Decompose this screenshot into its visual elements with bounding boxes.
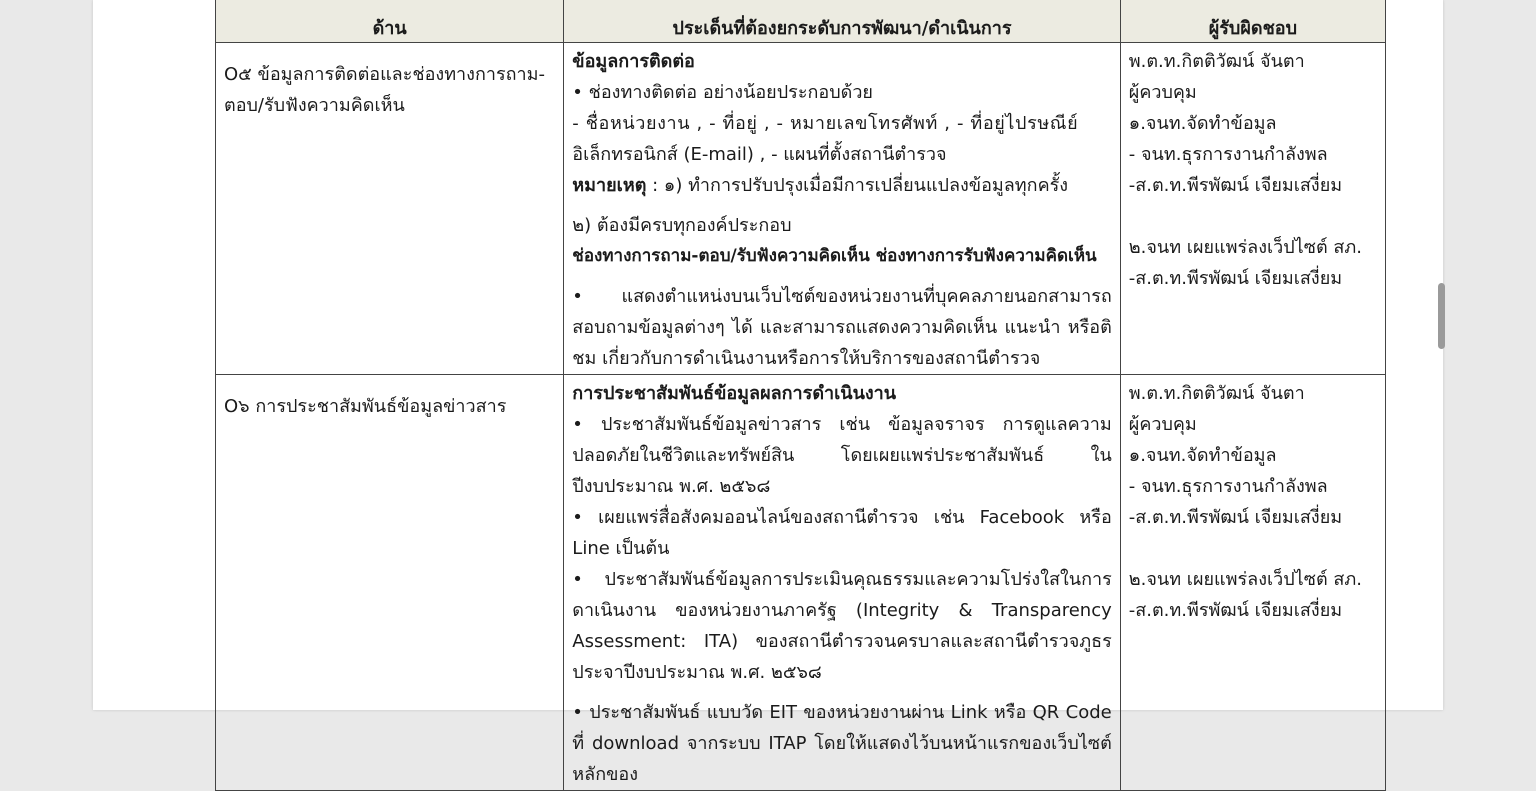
header-issues: ประเด็นที่ต้องยกระดับการพัฒนา/ดำเนินการ — [564, 0, 1120, 43]
note-text: : ๑) ทำการปรับปรุงเมื่อมีการเปลี่ยนแปลงข้อมูลทุกครั้ง — [646, 175, 1069, 196]
detail-line: ๒) ต้องมีครบทุกองค์ประกอบ — [572, 215, 792, 236]
section-heading: ข้อมูลการติดต่อ — [572, 51, 695, 72]
responsible-line: ผู้ควบคุม — [1128, 82, 1197, 103]
vertical-scrollbar-thumb[interactable] — [1438, 283, 1445, 349]
header-responsible: ผู้รับผิดชอบ — [1120, 0, 1385, 43]
topic-line: O๖ การประชาสัมพันธ์ข้อมูลข่าวสาร — [224, 396, 507, 417]
section-heading: ช่องทางการถาม-ตอบ/รับฟังความคิดเห็น ช่องทางการรับฟังความคิดเห็น — [572, 246, 1097, 266]
document-page — [93, 0, 1443, 785]
responsible-line: -ส.ต.ท.พีรพัฒน์ เจียมเสงี่ยม — [1128, 507, 1343, 528]
detail-cell — [564, 375, 1120, 791]
note-label: หมายเหตุ — [572, 175, 647, 196]
responsible-line: ผู้ควบคุม — [1128, 414, 1197, 435]
topic-line: ตอบ/รับฟังความคิดเห็น — [224, 95, 405, 116]
responsible-line: พ.ต.ท.กิตติวัฒน์ จันตา — [1128, 383, 1305, 404]
responsible-line: พ.ต.ท.กิตติวัฒน์ จันตา — [1128, 51, 1305, 72]
responsible-line: ๑.จนท.จัดทำข้อมูล — [1128, 113, 1277, 134]
responsible-line: -ส.ต.ท.พีรพัฒน์ เจียมเสงี่ยม — [1128, 268, 1343, 289]
note-line — [572, 170, 1111, 201]
detail-paragraph: • ประชาสัมพันธ์ แบบวัด EIT ของหน่วยงานผ่าน Link หรือ QR Code ที่ download จากระบบ ITAP โดยให้แสดงไว้บนหน้าแรกของเว็บไซต์หลักของ — [572, 702, 1112, 785]
section-heading: การประชาสัมพันธ์ข้อมูลผลการดำเนินงาน — [572, 383, 897, 404]
action-plan-table — [215, 0, 1386, 791]
detail-line: • ช่องทางติดต่อ อย่างน้อยประกอบด้วย — [572, 82, 873, 103]
responsible-line: - จนท.ธุรการงานกำลังพล — [1128, 144, 1328, 165]
responsible-line: ๒.จนท เผยแพร่ลงเว็ปไซต์ สภ. — [1128, 569, 1362, 590]
topic-cell — [216, 43, 564, 375]
responsible-cell — [1120, 43, 1385, 375]
table-row — [216, 375, 1386, 791]
responsible-line: - จนท.ธุรการงานกำลังพล — [1128, 476, 1328, 497]
detail-paragraph: • เผยแพร่สื่อสังคมออนไลน์ของสถานีตำรวจ เช่น Facebook หรือ Line เป็นต้น — [572, 507, 1112, 559]
responsible-line: -ส.ต.ท.พีรพัฒน์ เจียมเสงี่ยม — [1128, 175, 1343, 196]
responsible-line: ๒.จนท เผยแพร่ลงเว็ปไซต์ สภ. — [1128, 237, 1362, 258]
topic-line: O๕ ข้อมูลการติดต่อและช่องทางการถาม- — [224, 64, 545, 85]
responsible-cell — [1120, 375, 1385, 791]
detail-paragraph: • แสดงตำแหน่งบนเว็บไซต์ของหน่วยงานที่บุคคลภายนอกสามารถสอบถามข้อมูลต่างๆ ได้ และสามารถแสดงความคิดเห็น แนะนำ หรือติชม เกี่ยวกับการดำเนินงานหรือการให้บริการของสถานีตำรวจ — [572, 286, 1112, 369]
table-row — [216, 43, 1386, 375]
detail-paragraph: • ประชาสัมพันธ์ข้อมูลข่าวสาร เช่น ข้อมูลจราจร การดูแลความปลอดภัยในชีวิตและทรัพย์สิน โดยเผยแพร่ประชาสัมพันธ์ ในปีงบประมาณ พ.ศ. ๒๕๖๘ — [572, 414, 1112, 497]
responsible-line: -ส.ต.ท.พีรพัฒน์ เจียมเสงี่ยม — [1128, 600, 1343, 621]
detail-paragraph: • ประชาสัมพันธ์ข้อมูลการประเมินคุณธรรมและความโปร่งใสในการดาเนินงาน ของหน่วยงานภาครัฐ (Integrity & Transparency Assessment: ITA) ของสถานีตำรวจนครบาลและสถานีตำรวจภูธร ประจาปีงบประมาณ พ.ศ. ๒๕๖๘ — [572, 569, 1112, 683]
detail-line: - ชื่อหน่วยงาน , - ที่อยู่ , - หมายเลขโทรศัพท์ , - ที่อยู่ไปรษณีย์ — [572, 113, 1079, 134]
detail-line: อิเล็กทรอนิกส์ (E-mail) , - แผนที่ตั้งสถานีตำรวจ — [572, 144, 947, 165]
topic-cell — [216, 375, 564, 791]
detail-cell — [564, 43, 1120, 375]
table-header-row — [216, 0, 1386, 43]
header-aspect: ด้าน — [216, 0, 564, 43]
responsible-line: ๑.จนท.จัดทำข้อมูล — [1128, 445, 1277, 466]
